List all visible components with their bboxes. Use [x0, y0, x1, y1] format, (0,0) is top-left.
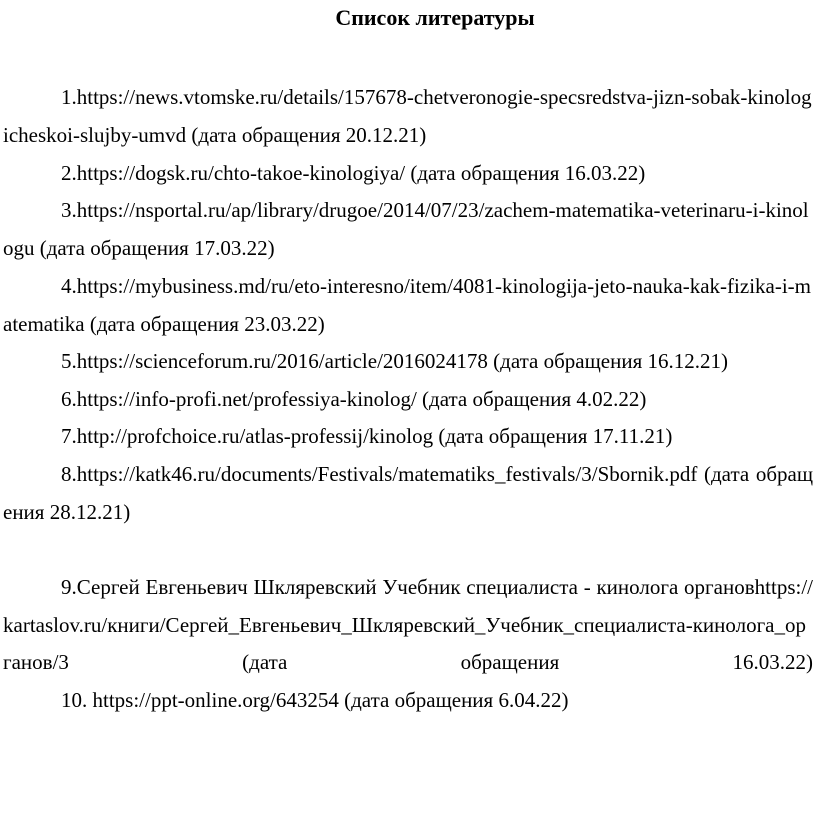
reference-item-8: 8.https://katk46.ru/documents/Festivals/matematiks_festivals/3/Sbornik.pdf (дата обращения 28.12.21) — [3, 462, 813, 524]
reference-item-9: 9.Сергей Евгеньевич Шкляревский Учебник специалиста - кинолога органовhttps://kartaslov.ru/книги/Сергей_Евгеньевич_Шкляревский_Учебник_специалиста-кинолога_органов/3 (дата обращения 16.03.22) — [3, 575, 813, 675]
reference-item-10: 10. https://ppt-online.org/643254 (дата обращения 6.04.22) — [61, 688, 569, 712]
reference-item-5: 5.https://scienceforum.ru/2016/article/2016024178 (дата обращения 16.12.21) — [61, 349, 728, 373]
reference-item-6: 6.https://info-profi.net/professiya-kinolog/ (дата обращения 4.02.22) — [61, 387, 647, 411]
reference-item-7: 7.http://profchoice.ru/atlas-professij/kinolog (дата обращения 17.11.21) — [61, 424, 673, 448]
reference-item-4: 4.https://mybusiness.md/ru/eto-interesno/item/4081-kinologija-jeto-nauka-kak-fizika-i-matematika (дата обращения 23.03.22) — [3, 274, 812, 336]
reference-item-3: 3.https://nsportal.ru/ap/library/drugoe/2014/07/23/zachem-matematika-veterinaru-i-kinologu (дата обращения 17.03.22) — [3, 198, 809, 260]
reference-item-1: 1.https://news.vtomske.ru/details/157678-chetveronogie-specsredstva-jizn-sobak-kinologicheskoi-slujby-umvd (дата обращения 20.12.21) — [3, 85, 812, 147]
reference-item-2: 2.https://dogsk.ru/chto-takoe-kinologiya/ (дата обращения 16.03.22) — [61, 161, 646, 185]
page-title: Список литературы — [335, 5, 535, 30]
